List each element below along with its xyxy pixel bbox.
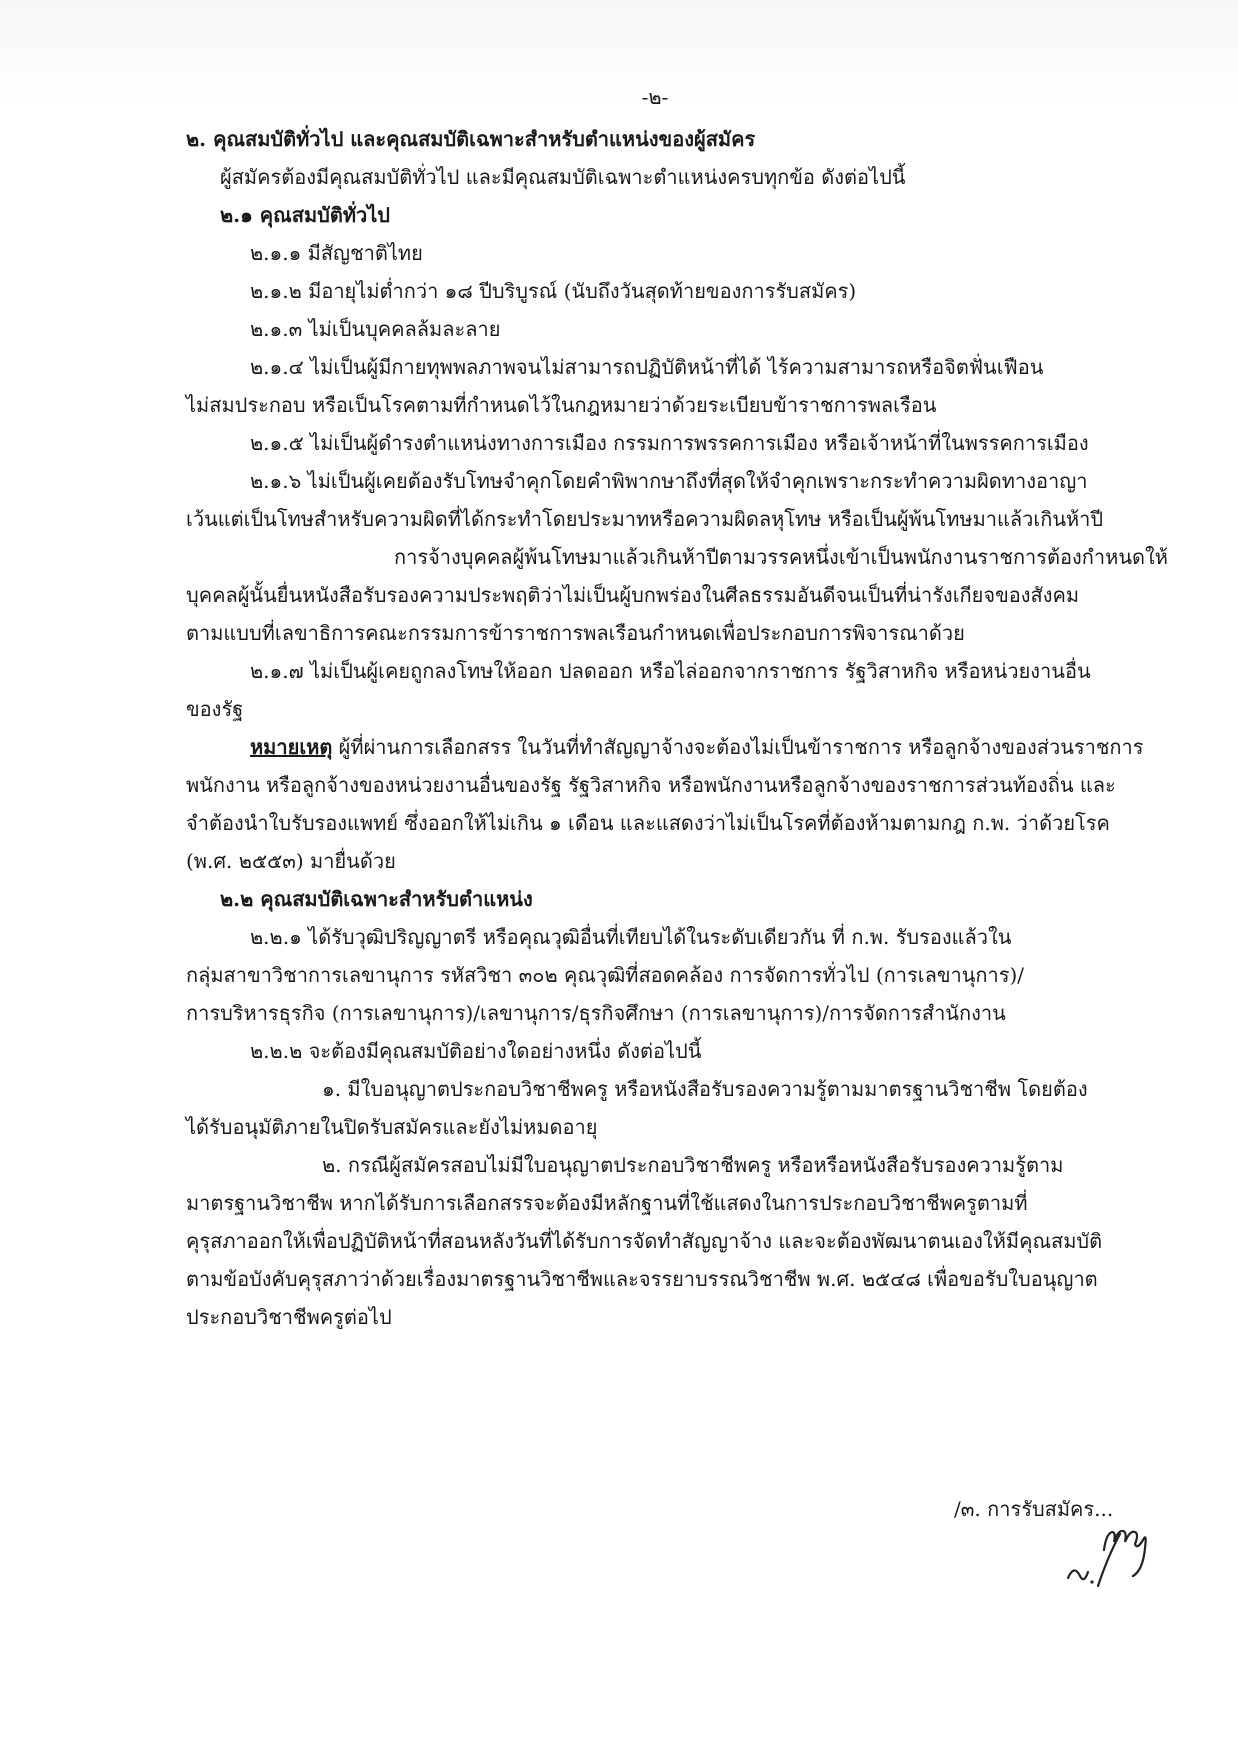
note-paragraph — [186, 728, 1144, 766]
specific-subitem-continued: คุรุสภาออกให้เพื่อปฏิบัติหน้าที่สอนหลังวันที่ได้รับการจัดทำสัญญาจ้าง และจะต้องพัฒนาตนเองให้มีคุณสมบัติ — [186, 1229, 1103, 1253]
qualification-item-continued: ของรัฐ — [186, 697, 244, 721]
qualification-item: ๒.๑.๖ ไม่เป็นผู้เคยต้องรับโทษจำคุกโดยคำพิพากษาถึงที่สุดให้จำคุกเพราะกระทำความผิดทางอาญา — [250, 469, 1088, 493]
note-label: หมายเหตุ — [250, 735, 333, 759]
qualification-item-continued: ตามแบบที่เลขาธิการคณะกรรมการข้าราชการพลเรือนกำหนดเพื่อประกอบการพิจารณาด้วย — [186, 621, 965, 645]
specific-qualifications-heading: ๒.๒ คุณสมบัติเฉพาะสำหรับตำแหน่ง — [220, 887, 533, 911]
specific-item-continued: กลุ่มสาขาวิชาการเลขานุการ รหัสวิชา ๓๐๒ คุณวุฒิที่สอดคล้อง การจัดการทั่วไป (การเลขานุการ)/ — [186, 963, 1025, 987]
specific-subitem-continued: ประกอบวิชาชีพครูต่อไป — [186, 1305, 392, 1329]
qualification-item: ๒.๑.๑ มีสัญชาติไทย — [250, 241, 423, 265]
specific-subitem-continued: ตามข้อบังคับคุรุสภาว่าด้วยเรื่องมาตรฐานวิชาชีพและจรรยาบรรณวิชาชีพ พ.ศ. ๒๕๔๘ เพื่อขอรับใบอนุญาต — [186, 1267, 1098, 1291]
qualification-item: ๒.๑.๗ ไม่เป็นผู้เคยถูกลงโทษให้ออก ปลดออก หรือไล่ออกจากราชการ รัฐวิสาหกิจ หรือหน่วยงานอื่น — [250, 659, 1091, 683]
specific-subitem: ๒. กรณีผู้สมัครสอบไม่มีใบอนุญาตประกอบวิชาชีพครู หรือหรือหนังสือรับรองความรู้ตาม — [322, 1153, 1064, 1177]
note-text: ผู้ที่ผ่านการเลือกสรร ในวันที่ทำสัญญาจ้างจะต้องไม่เป็นข้าราชการ หรือลูกจ้างของส่วนราชการ — [332, 735, 1144, 759]
signature-icon — [1058, 1520, 1154, 1594]
note-continued: พนักงาน หรือลูกจ้างของหน่วยงานอื่นของรัฐ รัฐวิสาหกิจ หรือพนักงานหรือลูกจ้างของราชการส่วนท้องถิ่น และ — [186, 773, 1116, 797]
specific-subitem-continued: ได้รับอนุมัติภายในปิดรับสมัครและยังไม่หมดอายุ — [186, 1115, 598, 1139]
specific-item-continued: การบริหารธุรกิจ (การเลขานุการ)/เลขานุการ/ธุรกิจศึกษา (การเลขานุการ)/การจัดการสำนักงาน — [186, 1001, 1006, 1025]
specific-subitem: ๑. มีใบอนุญาตประกอบวิชาชีพครู หรือหนังสือรับรองความรู้ตามมาตรฐานวิชาชีพ โดยต้อง — [322, 1077, 1088, 1101]
note-continued: จำต้องนำใบรับรองแพทย์ ซึ่งออกให้ไม่เกิน ๑ เดือน และแสดงว่าไม่เป็นโรคที่ต้องห้ามตามกฎ ก.พ. ว่าด้วยโรค — [186, 811, 1110, 835]
qualification-item-paragraph: การจ้างบุคคลผู้พ้นโทษมาแล้วเกินห้าปีตามวรรคหนึ่งเข้าเป็นพนักงานราชการต้องกำหนดให้ — [394, 545, 1168, 569]
section-heading: ๒. คุณสมบัติทั่วไป และคุณสมบัติเฉพาะสำหรับตำแหน่งของผู้สมัคร — [186, 127, 756, 151]
note-continued: (พ.ศ. ๒๕๕๓) มายื่นด้วย — [186, 849, 396, 873]
document-body — [186, 78, 1168, 1336]
qualification-item-continued: บุคคลผู้นั้นยื่นหนังสือรับรองความประพฤติว่าไม่เป็นผู้บกพร่องในศีลธรรมอันดีจนเป็นที่น่ารังเกียจของสังคม — [186, 583, 1080, 607]
general-qualifications-heading: ๒.๑ คุณสมบัติทั่วไป — [220, 203, 390, 227]
specific-subitem-continued: มาตรฐานวิชาชีพ หากได้รับการเลือกสรรจะต้องมีหลักฐานที่ใช้แสดงในการประกอบวิชาชีพครูตามที่ — [186, 1191, 1028, 1215]
qualification-item-continued: ไม่สมประกอบ หรือเป็นโรคตามที่กำหนดไว้ในกฎหมายว่าด้วยระเบียบข้าราชการพลเรือน — [186, 393, 937, 417]
qualification-item: ๒.๑.๕ ไม่เป็นผู้ดำรงตำแหน่งทางการเมือง กรรมการพรรคการเมือง หรือเจ้าหน้าที่ในพรรคการเมือง — [250, 431, 1089, 455]
specific-item: ๒.๒.๒ จะต้องมีคุณสมบัติอย่างใดอย่างหนึ่ง ดังต่อไปนี้ — [250, 1039, 702, 1063]
section-intro: ผู้สมัครต้องมีคุณสมบัติทั่วไป และมีคุณสมบัติเฉพาะตำแหน่งครบทุกข้อ ดังต่อไปนี้ — [220, 165, 906, 189]
qualification-item: ๒.๑.๓ ไม่เป็นบุคคลล้มละลาย — [250, 317, 501, 341]
specific-item: ๒.๒.๑ ได้รับวุฒิปริญญาตรี หรือคุณวุฒิอื่นที่เทียบได้ในระดับเดียวกัน ที่ ก.พ. รับรองแล้วใน — [250, 925, 1012, 949]
qualification-item: ๒.๑.๔ ไม่เป็นผู้มีกายทุพพลภาพจนไม่สามารถปฏิบัติหน้าที่ได้ ไร้ความสามารถหรือจิตฟั่นเฟือน — [250, 355, 1044, 379]
continuation-marker: /๓. การรับสมัคร... — [954, 1497, 1114, 1521]
qualification-item-continued: เว้นแต่เป็นโทษสำหรับความผิดที่ได้กระทำโดยประมาทหรือความผิดลหุโทษ หรือเป็นผู้พ้นโทษมาแล้วเกินห้าปี — [186, 507, 1104, 531]
qualification-item: ๒.๑.๒ มีอายุไม่ต่ำกว่า ๑๘ ปีบริบูรณ์ (นับถึงวันสุดท้ายของการรับสมัคร) — [250, 279, 857, 303]
page-number: -๒- — [641, 85, 669, 109]
